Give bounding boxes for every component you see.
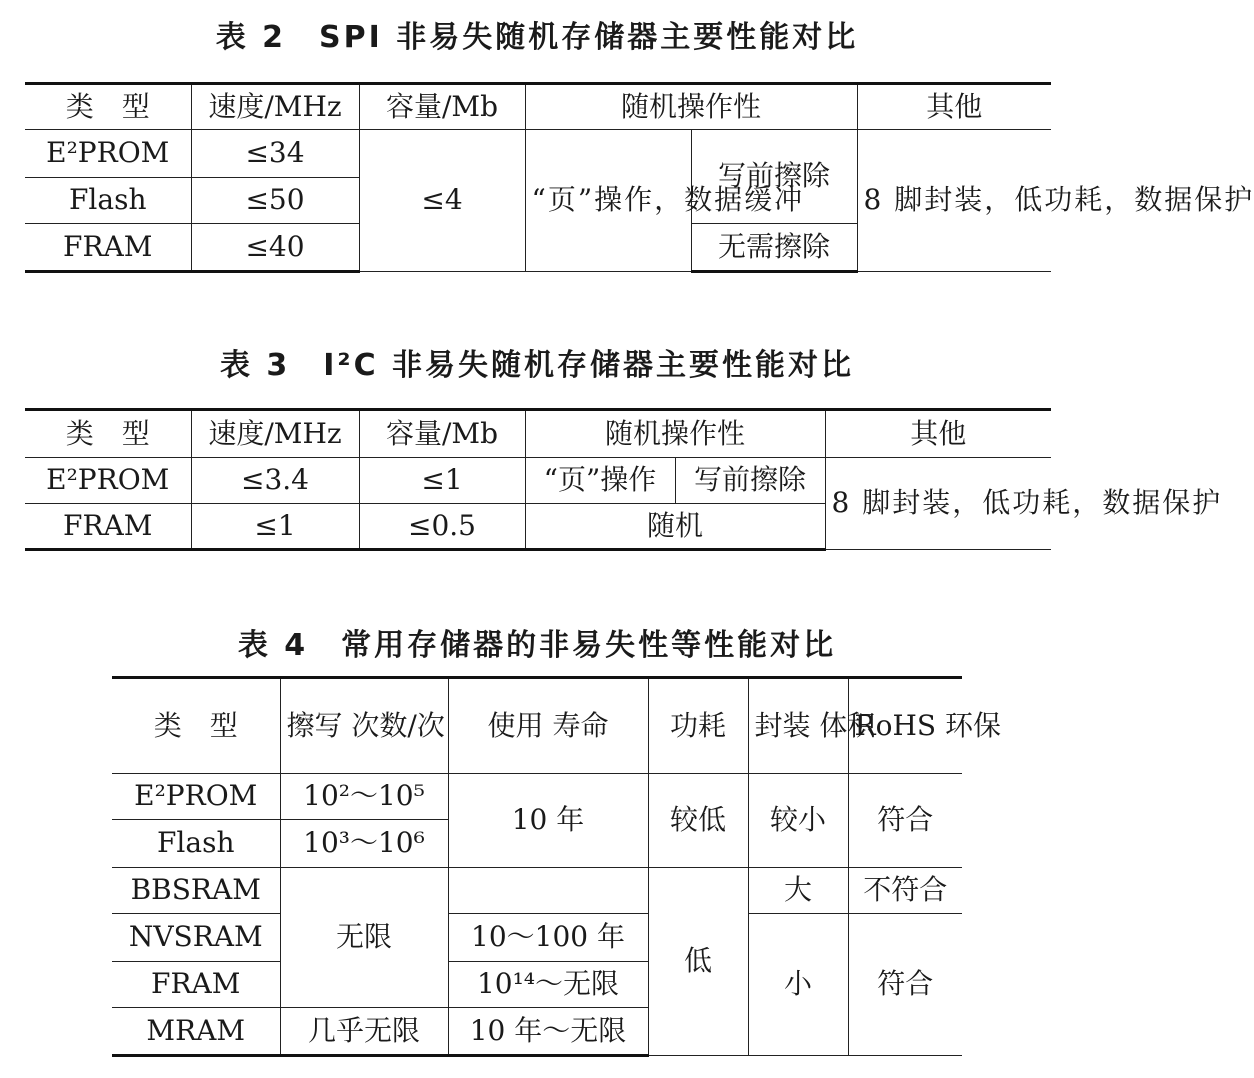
size-cell: 小 xyxy=(748,914,848,1056)
life-cell: 10～100 年 xyxy=(448,914,648,962)
table3-caption: 表 3 I²C 非易失随机存储器主要性能对比 xyxy=(219,348,855,383)
rohs-cell: 符合 xyxy=(848,774,962,868)
row-type: Flash xyxy=(25,178,191,224)
random-cell: 随机 xyxy=(525,504,825,550)
rohs-cell: 不符合 xyxy=(848,868,962,914)
header-rohs: RoHS 环保 xyxy=(848,678,962,774)
page-op-cell: “页”操作 xyxy=(525,458,675,504)
header-speed: 速度/MHz xyxy=(191,84,359,130)
erase-before-write-cell: 写前擦除 xyxy=(691,130,857,224)
erase-before-write-cell: 写前擦除 xyxy=(675,458,825,504)
power-cell: 低 xyxy=(648,868,748,1056)
capacity-cell: ≤4 xyxy=(359,130,525,272)
size-cell: 大 xyxy=(748,868,848,914)
header-size: 封装 体积 xyxy=(748,678,848,774)
header-speed: 速度/MHz xyxy=(191,410,359,458)
header-life: 使用 寿命 xyxy=(448,678,648,774)
row-type: FRAM xyxy=(112,962,280,1008)
rohs-cell: 符合 xyxy=(848,914,962,1056)
cycles-cell: 无限 xyxy=(280,868,448,1008)
empty-cell xyxy=(448,868,648,914)
table2 xyxy=(25,82,1254,273)
header-type: 类 型 xyxy=(25,410,191,458)
row-type: E²PROM xyxy=(25,458,191,504)
power-cell: 较低 xyxy=(648,774,748,868)
table3 xyxy=(25,408,1223,551)
row-speed: ≤50 xyxy=(191,178,359,224)
row-type: MRAM xyxy=(112,1008,280,1056)
header-power: 功耗 xyxy=(648,678,748,774)
header-cycles: 擦写 次数/次 xyxy=(280,678,448,774)
table2-caption: 表 2 SPI 非易失随机存储器主要性能对比 xyxy=(215,20,859,55)
life-cell: 10¹⁴～无限 xyxy=(448,962,648,1008)
row-type: NVSRAM xyxy=(112,914,280,962)
cycles-cell: 10³～10⁶ xyxy=(280,820,448,868)
row-type: FRAM xyxy=(25,224,191,272)
header-other: 其他 xyxy=(825,410,1051,458)
header-capacity: 容量/Mb xyxy=(359,410,525,458)
table4-caption: 表 4 常用存储器的非易失性等性能对比 xyxy=(237,628,837,663)
life-cell: 10 年～无限 xyxy=(448,1008,648,1056)
cycles-cell: 几乎无限 xyxy=(280,1008,448,1056)
row-speed: ≤34 xyxy=(191,130,359,178)
header-other: 其他 xyxy=(857,84,1051,130)
row-type: Flash xyxy=(112,820,280,868)
life-cell: 10 年 xyxy=(448,774,648,868)
size-cell: 较小 xyxy=(748,774,848,868)
row-speed: ≤1 xyxy=(191,504,359,550)
row-speed: ≤40 xyxy=(191,224,359,272)
table4 xyxy=(112,676,1001,1057)
row-capacity: ≤0.5 xyxy=(359,504,525,550)
row-speed: ≤3.4 xyxy=(191,458,359,504)
row-type: E²PROM xyxy=(112,774,280,820)
other-cell: 8 脚封装，低功耗，数据保护 xyxy=(857,130,1051,272)
row-type: BBSRAM xyxy=(112,868,280,914)
row-type: E²PROM xyxy=(25,130,191,178)
header-type: 类 型 xyxy=(112,678,280,774)
cycles-cell: 10²～10⁵ xyxy=(280,774,448,820)
random-op-cell: “页”操作，数据缓冲 xyxy=(525,130,691,272)
header-type: 类 型 xyxy=(25,84,191,130)
row-capacity: ≤1 xyxy=(359,458,525,504)
header-capacity: 容量/Mb xyxy=(359,84,525,130)
row-type: FRAM xyxy=(25,504,191,550)
header-random-op: 随机操作性 xyxy=(525,84,857,130)
no-erase-cell: 无需擦除 xyxy=(691,224,857,272)
other-cell: 8 脚封装，低功耗，数据保护 xyxy=(825,458,1051,550)
header-random-op: 随机操作性 xyxy=(525,410,825,458)
